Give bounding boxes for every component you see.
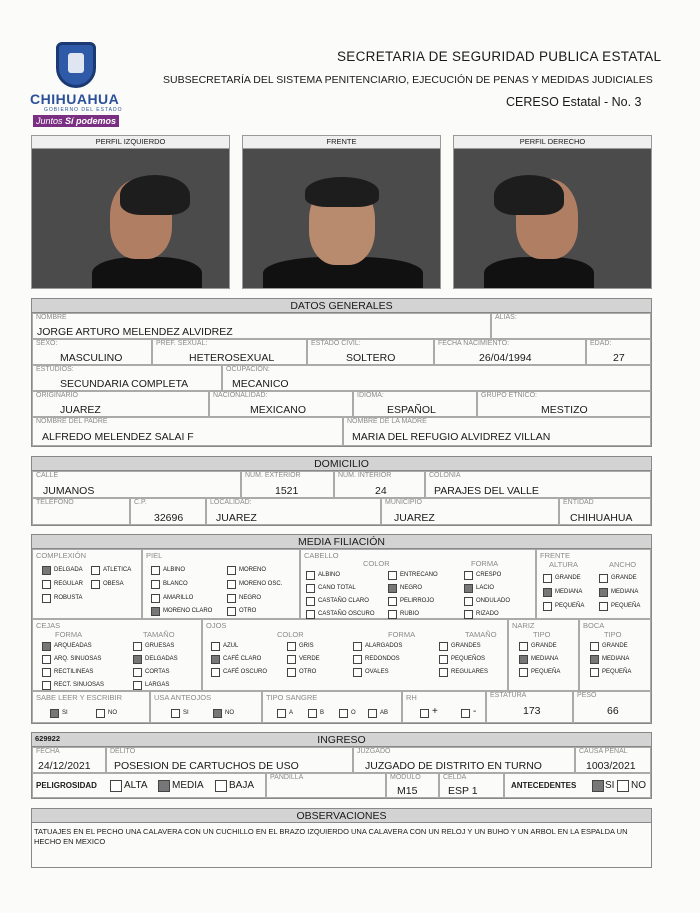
- estatura-value: 173: [523, 705, 541, 717]
- sangre-ab-checkbox[interactable]: [368, 709, 377, 718]
- largas-checkbox[interactable]: [133, 681, 142, 690]
- option-label: GRIS: [299, 643, 314, 649]
- option-label: SI: [183, 710, 189, 716]
- option-label: MORENO: [239, 567, 266, 573]
- piel-group: [142, 549, 300, 619]
- amarillo-checkbox[interactable]: [151, 594, 160, 603]
- option-label: -: [473, 706, 477, 717]
- field-label: ESTUDIOS:: [36, 366, 74, 373]
- anteojos-no-checkbox[interactable]: [213, 709, 222, 718]
- rectilineas-checkbox[interactable]: [42, 668, 51, 677]
- nariz-group: [508, 619, 579, 691]
- field-label: ENTIDAD: [563, 499, 594, 506]
- ondulado-checkbox[interactable]: [464, 597, 473, 606]
- rh-group: [402, 691, 486, 723]
- option-label: O: [351, 710, 356, 716]
- option-label: REGULAR: [54, 581, 84, 587]
- frente-group: [536, 549, 651, 619]
- datos-generales-section: [31, 298, 652, 447]
- idioma-value: ESPAÑOL: [387, 404, 436, 416]
- option-label: MORENO OSC.: [239, 581, 283, 587]
- gruesas-checkbox[interactable]: [133, 642, 142, 651]
- option-label: PELIRROJO: [400, 598, 435, 604]
- etnico-value: MESTIZO: [541, 404, 588, 416]
- center-name: CERESO Estatal - No. 3: [506, 95, 642, 109]
- calle-value: JUMANOS: [43, 485, 95, 497]
- moreno-osc-checkbox[interactable]: [227, 580, 236, 589]
- field-label: NOMBRE DEL PADRE: [36, 418, 108, 425]
- section-title: INGRESO: [32, 733, 651, 747]
- group-label: TAMAÑO: [143, 630, 175, 639]
- photo-caption: PERFIL IZQUIERDO: [32, 136, 229, 149]
- photo-caption: FRENTE: [243, 136, 440, 149]
- group-label: COLOR: [277, 630, 304, 639]
- pequenos-checkbox[interactable]: [439, 655, 448, 664]
- rh-plus-checkbox[interactable]: [420, 709, 429, 718]
- option-label: RUBIO: [400, 611, 420, 617]
- option-label: RECT. SINUOSAS: [54, 682, 105, 688]
- field-label: JUZGADO: [357, 748, 391, 755]
- negro-hair-checkbox[interactable]: [388, 584, 397, 593]
- field-label: IDIOMA:: [357, 392, 384, 399]
- option-label: MORENO CLARO: [163, 608, 213, 614]
- delgadas-checkbox[interactable]: [133, 655, 142, 664]
- photo-caption: PERFIL DERECHO: [454, 136, 651, 149]
- option-label: CANO TOTAL: [318, 585, 356, 591]
- option-label: CASTAÑO OSCURO: [318, 611, 375, 617]
- albino-hair-checkbox[interactable]: [306, 571, 315, 580]
- group-label: FRENTE: [540, 551, 570, 560]
- causa-value: 1003/2021: [586, 760, 636, 772]
- antecedentes-group: [504, 773, 651, 798]
- group-label: ANCHO: [609, 560, 637, 569]
- option-label: OTRO: [299, 669, 317, 675]
- logo-slogan: Juntos Sí podemos: [33, 115, 119, 127]
- group-label: TIPO: [604, 630, 622, 639]
- field-label: NOMBRE DE LA MADRE: [347, 418, 427, 425]
- peso-value: 66: [607, 705, 619, 717]
- exterior-value: 1521: [275, 485, 299, 497]
- group-label: RH: [406, 693, 417, 702]
- photo-left-profile: [31, 135, 230, 289]
- option-label: OBESA: [103, 581, 124, 587]
- antecedentes-no-checkbox[interactable]: [617, 780, 629, 792]
- group-label: COLOR: [363, 559, 390, 568]
- field-label: NOMBRE: [36, 314, 67, 321]
- field-label: NUM. EXTERIOR: [245, 472, 301, 479]
- option-label: ALBINO: [318, 572, 341, 578]
- logo-name: CHIHUAHUA: [30, 91, 120, 107]
- option-label: CASTAÑO CLARO: [318, 598, 369, 604]
- photo-front: [242, 135, 441, 289]
- gris-checkbox[interactable]: [287, 642, 296, 651]
- civil-value: SOLTERO: [346, 352, 396, 364]
- option-label: PEQUEÑA: [611, 603, 641, 609]
- group-label: COMPLEXIÓN: [36, 551, 87, 560]
- page-subtitle: SUBSECRETARÍA DEL SISTEMA PENITENCIARIO, EJECUCIÓN DE PENAS Y MEDIDAS JUDICIALES: [163, 74, 653, 86]
- leer-escribir-group: [32, 691, 150, 723]
- option-label: ALTA: [124, 780, 148, 791]
- field-label: PANDILLA: [270, 774, 304, 781]
- option-label: PEQUEÑA: [555, 603, 585, 609]
- group-label: SABE LEER Y ESCRIBIR: [36, 693, 123, 702]
- photo-right-profile: [453, 135, 652, 289]
- field-label: EDAD:: [590, 340, 612, 347]
- group-label: FORMA: [471, 559, 499, 568]
- ocupacion-value: MECANICO: [232, 378, 289, 390]
- regular-checkbox[interactable]: [42, 580, 51, 589]
- group-label: TIPO: [533, 630, 551, 639]
- rubio-checkbox[interactable]: [388, 610, 397, 619]
- ovales-checkbox[interactable]: [353, 668, 362, 677]
- pelirrojo-checkbox[interactable]: [388, 597, 397, 606]
- option-label: PEQUEÑA: [531, 669, 561, 675]
- option-label: MEDIANA: [611, 589, 639, 595]
- arq-sinuosas-checkbox[interactable]: [42, 655, 51, 664]
- option-label: PEQUEÑOS: [451, 656, 486, 662]
- folio-number: 629922: [35, 734, 61, 743]
- boca-mediana-checkbox[interactable]: [590, 655, 599, 664]
- field-label: FECHA NACIMIENTO:: [438, 340, 510, 347]
- blanco-checkbox[interactable]: [151, 580, 160, 589]
- delgada-checkbox[interactable]: [42, 566, 51, 575]
- field-label: MÓDULO: [390, 774, 421, 781]
- option-label: ALBINO: [163, 567, 186, 573]
- option-label: GRANDE: [602, 643, 628, 649]
- antecedentes-si-checkbox[interactable]: [592, 780, 604, 792]
- option-label: DELGADAS: [145, 656, 178, 662]
- atletica-checkbox[interactable]: [91, 566, 100, 575]
- field-label: CAUSA PENAL: [579, 748, 628, 755]
- otro-eyes-checkbox[interactable]: [287, 668, 296, 677]
- option-label: MEDIANA: [602, 656, 630, 662]
- option-label: SI: [605, 780, 615, 791]
- option-label: MEDIA: [172, 780, 204, 791]
- arqueadas-checkbox[interactable]: [42, 642, 51, 651]
- peligrosidad-group: [32, 773, 266, 798]
- option-label: LACIO: [476, 585, 495, 591]
- group-label: FORMA: [388, 630, 416, 639]
- regulares-checkbox[interactable]: [439, 668, 448, 677]
- group-label: NARIZ: [512, 621, 535, 630]
- ojos-group: [202, 619, 508, 691]
- observaciones-text: TATUAJES EN EL PECHO UNA CALAVERA CON UN CUCHILLO EN EL BRAZO IZQUIERDO UNA CALAVERA CON UN RELOJ Y UN BUHO Y UN ARBOL EN LA ESPALDA UN HECHO EN MEXICO: [34, 827, 628, 846]
- moreno-claro-checkbox[interactable]: [151, 607, 160, 616]
- boca-group: [579, 619, 651, 691]
- shield-icon: [56, 42, 96, 88]
- group-label: CEJAS: [36, 621, 61, 630]
- option-label: NO: [225, 710, 234, 716]
- media-filiacion-section: [31, 534, 652, 724]
- robusta-checkbox[interactable]: [42, 594, 51, 603]
- tipo-sangre-group: [262, 691, 402, 723]
- option-label: RIZADO: [476, 611, 499, 617]
- option-label: GRANDE: [531, 643, 557, 649]
- negro-checkbox[interactable]: [227, 594, 236, 603]
- option-label: AMARILLO: [163, 595, 194, 601]
- field-label: NACIONALIDAD:: [213, 392, 268, 399]
- lacio-checkbox[interactable]: [464, 584, 473, 593]
- group-label: OJOS: [206, 621, 227, 630]
- entrecano-checkbox[interactable]: [388, 571, 397, 580]
- option-label: PEQUEÑA: [602, 669, 632, 675]
- observaciones-section: [31, 808, 652, 868]
- group-label: TIPO SANGRE: [266, 693, 318, 702]
- frente-alto-grande-checkbox[interactable]: [543, 574, 552, 583]
- rect-sinuosas-checkbox[interactable]: [42, 681, 51, 690]
- nacionalidad-value: MEXICANO: [250, 404, 307, 416]
- option-label: ALARGADOS: [365, 643, 403, 649]
- group-label: PELIGROSIDAD: [36, 781, 97, 790]
- option-label: SI: [62, 710, 68, 716]
- field-label: SEXO:: [36, 340, 58, 347]
- group-label: USA ANTEOJOS: [154, 693, 212, 702]
- option-label: GRANDE: [611, 575, 637, 581]
- nariz-mediana-checkbox[interactable]: [519, 655, 528, 664]
- frente-ancho-grande-checkbox[interactable]: [599, 574, 608, 583]
- field-label: ORIGINARIO: [36, 392, 79, 399]
- group-label: CABELLO: [304, 551, 339, 560]
- field-label: DELITO: [110, 748, 136, 755]
- sangre-a-checkbox[interactable]: [277, 709, 286, 718]
- option-label: +: [432, 706, 438, 717]
- option-label: AZUL: [223, 643, 239, 649]
- option-label: NEGRO: [239, 595, 262, 601]
- peligrosidad-alta-checkbox[interactable]: [110, 780, 122, 792]
- frente-ancho-mediana-checkbox[interactable]: [599, 588, 608, 597]
- nariz-pequena-checkbox[interactable]: [519, 668, 528, 677]
- sangre-o-checkbox[interactable]: [339, 709, 348, 718]
- castano-oscuro-checkbox[interactable]: [306, 610, 315, 619]
- nacimiento-value: 26/04/1994: [479, 352, 532, 364]
- edad-value: 27: [613, 352, 625, 364]
- celda-value: ESP 1: [448, 785, 478, 797]
- field-label: C.P.: [134, 499, 147, 506]
- municipio-value: JUAREZ: [394, 512, 435, 524]
- originario-value: JUAREZ: [60, 404, 101, 416]
- localidad-value: JUAREZ: [216, 512, 257, 524]
- delito-value: POSESION DE CARTUCHOS DE USO: [114, 760, 299, 772]
- entidad-value: CHIHUAHUA: [570, 512, 633, 524]
- option-label: OTRO: [239, 608, 257, 614]
- frente-alto-mediana-checkbox[interactable]: [543, 588, 552, 597]
- cejas-group: [32, 619, 202, 691]
- logo-subtitle: GOBIERNO DEL ESTADO: [44, 107, 123, 113]
- option-label: ARQ. SINUOSAS: [54, 656, 102, 662]
- padre-value: ALFREDO MELENDEZ SALAI F: [42, 431, 194, 443]
- field-label: CALLE: [36, 472, 59, 479]
- option-label: MEDIANA: [531, 656, 559, 662]
- option-label: CAFÉ CLARO: [223, 656, 262, 662]
- field-label: ESTATURA: [490, 692, 527, 699]
- moreno-checkbox[interactable]: [227, 566, 236, 575]
- crespo-checkbox[interactable]: [464, 571, 473, 580]
- cp-value: 32696: [154, 512, 184, 524]
- option-label: CRESPO: [476, 572, 502, 578]
- option-label: NEGRO: [400, 585, 423, 591]
- estudios-value: SECUNDARIA COMPLETA: [60, 378, 189, 390]
- group-label: FORMA: [55, 630, 83, 639]
- field-label: PREF. SEXUAL:: [156, 340, 208, 347]
- domicilio-section: [31, 456, 652, 526]
- nombre-value: JORGE ARTURO MELENDEZ ALVIDREZ: [37, 326, 233, 338]
- grandes-checkbox[interactable]: [439, 642, 448, 651]
- field-label: OCUPACIÓN:: [226, 366, 270, 373]
- anteojos-si-checkbox[interactable]: [171, 709, 180, 718]
- option-label: ROBUSTA: [54, 595, 83, 601]
- group-label: BOCA: [583, 621, 605, 630]
- option-label: VERDE: [299, 656, 320, 662]
- option-label: CAFÉ OSCURO: [223, 669, 268, 675]
- field-label: TELÉFONO: [36, 499, 74, 506]
- option-label: GRUESAS: [145, 643, 175, 649]
- option-label: OVALES: [365, 669, 389, 675]
- sexo-value: MASCULINO: [60, 352, 123, 364]
- modulo-value: M15: [397, 785, 418, 797]
- option-label: BLANCO: [163, 581, 188, 587]
- complexion-group: [32, 549, 142, 619]
- section-title: DOMICILIO: [32, 457, 651, 471]
- option-label: LARGAS: [145, 682, 170, 688]
- otro-checkbox[interactable]: [227, 607, 236, 616]
- option-label: NO: [108, 710, 117, 716]
- nariz-grande-checkbox[interactable]: [519, 642, 528, 651]
- option-label: ARQUEADAS: [54, 643, 92, 649]
- cafe-claro-checkbox[interactable]: [211, 655, 220, 664]
- field-label: LOCALIDAD:: [210, 499, 252, 506]
- chihuahua-logo: [30, 42, 130, 132]
- rizado-checkbox[interactable]: [464, 610, 473, 619]
- azul-checkbox[interactable]: [211, 642, 220, 651]
- option-label: A: [289, 710, 294, 716]
- anteojos-group: [150, 691, 262, 723]
- field-label: MUNICIPIO: [385, 499, 422, 506]
- peligrosidad-baja-checkbox[interactable]: [215, 780, 227, 792]
- option-label: GRANDE: [555, 575, 581, 581]
- field-label: ALIAS:: [495, 314, 517, 321]
- frente-ancho-pequena-checkbox[interactable]: [599, 602, 608, 611]
- frente-alto-pequena-checkbox[interactable]: [543, 602, 552, 611]
- colonia-value: PARAJES DEL VALLE: [434, 485, 539, 497]
- field-label: FECHA: [36, 748, 60, 755]
- section-title: MEDIA FILIACIÓN: [32, 535, 651, 549]
- leer-no-checkbox[interactable]: [96, 709, 105, 718]
- option-label: AB: [380, 710, 389, 716]
- option-label: B: [320, 710, 325, 716]
- option-label: BAJA: [229, 780, 255, 791]
- leer-si-checkbox[interactable]: [50, 709, 59, 718]
- option-label: RECTILINEAS: [54, 669, 94, 675]
- option-label: ATLETICA: [103, 567, 132, 573]
- option-label: NO: [631, 780, 646, 791]
- ingreso-section: [31, 732, 652, 799]
- section-title: OBSERVACIONES: [32, 809, 651, 823]
- fecha-value: 24/12/2021: [38, 760, 91, 772]
- cabello-group: [300, 549, 536, 619]
- field-label: ESTADO CIVIL:: [311, 340, 361, 347]
- cano-total-checkbox[interactable]: [306, 584, 315, 593]
- option-label: ENTRECANO: [400, 572, 438, 578]
- section-title: DATOS GENERALES: [32, 299, 651, 313]
- group-label: ANTECEDENTES: [511, 781, 577, 790]
- madre-value: MARIA DEL REFUGIO ALVIDREZ VILLAN: [352, 431, 551, 443]
- field-label: PESO: [577, 692, 597, 699]
- option-label: CORTAS: [145, 669, 170, 675]
- sangre-b-checkbox[interactable]: [308, 709, 317, 718]
- boca-pequena-checkbox[interactable]: [590, 668, 599, 677]
- group-label: PIEL: [146, 551, 163, 560]
- field-label: COLONIA: [429, 472, 461, 479]
- peligrosidad-media-checkbox[interactable]: [158, 780, 170, 792]
- page-title: SECRETARIA DE SEGURIDAD PUBLICA ESTATAL: [337, 49, 662, 64]
- cortas-checkbox[interactable]: [133, 668, 142, 677]
- boca-grande-checkbox[interactable]: [590, 642, 599, 651]
- redondos-checkbox[interactable]: [353, 655, 362, 664]
- juzgado-value: JUZGADO DE DISTRITO EN TURNO: [365, 760, 542, 772]
- obesa-checkbox[interactable]: [91, 580, 100, 589]
- rh-minus-checkbox[interactable]: [461, 709, 470, 718]
- option-label: REGULARES: [451, 669, 489, 675]
- castano-claro-checkbox[interactable]: [306, 597, 315, 606]
- group-label: TAMAÑO: [465, 630, 497, 639]
- interior-value: 24: [375, 485, 387, 497]
- field-label: NUM. INTERIOR: [338, 472, 392, 479]
- verde-checkbox[interactable]: [287, 655, 296, 664]
- option-label: MEDIANA: [555, 589, 583, 595]
- pref-value: HETEROSEXUAL: [189, 352, 275, 364]
- option-label: REDONDOS: [365, 656, 400, 662]
- albino-checkbox[interactable]: [151, 566, 160, 575]
- alargados-checkbox[interactable]: [353, 642, 362, 651]
- option-label: ONDULADO: [476, 598, 511, 604]
- field-label: GRUPO ETNICO:: [481, 392, 538, 399]
- cafe-oscuro-checkbox[interactable]: [211, 668, 220, 677]
- field-label: CELDA: [443, 774, 467, 781]
- group-label: ALTURA: [549, 560, 579, 569]
- option-label: GRANDES: [451, 643, 481, 649]
- option-label: DELGADA: [54, 567, 83, 573]
